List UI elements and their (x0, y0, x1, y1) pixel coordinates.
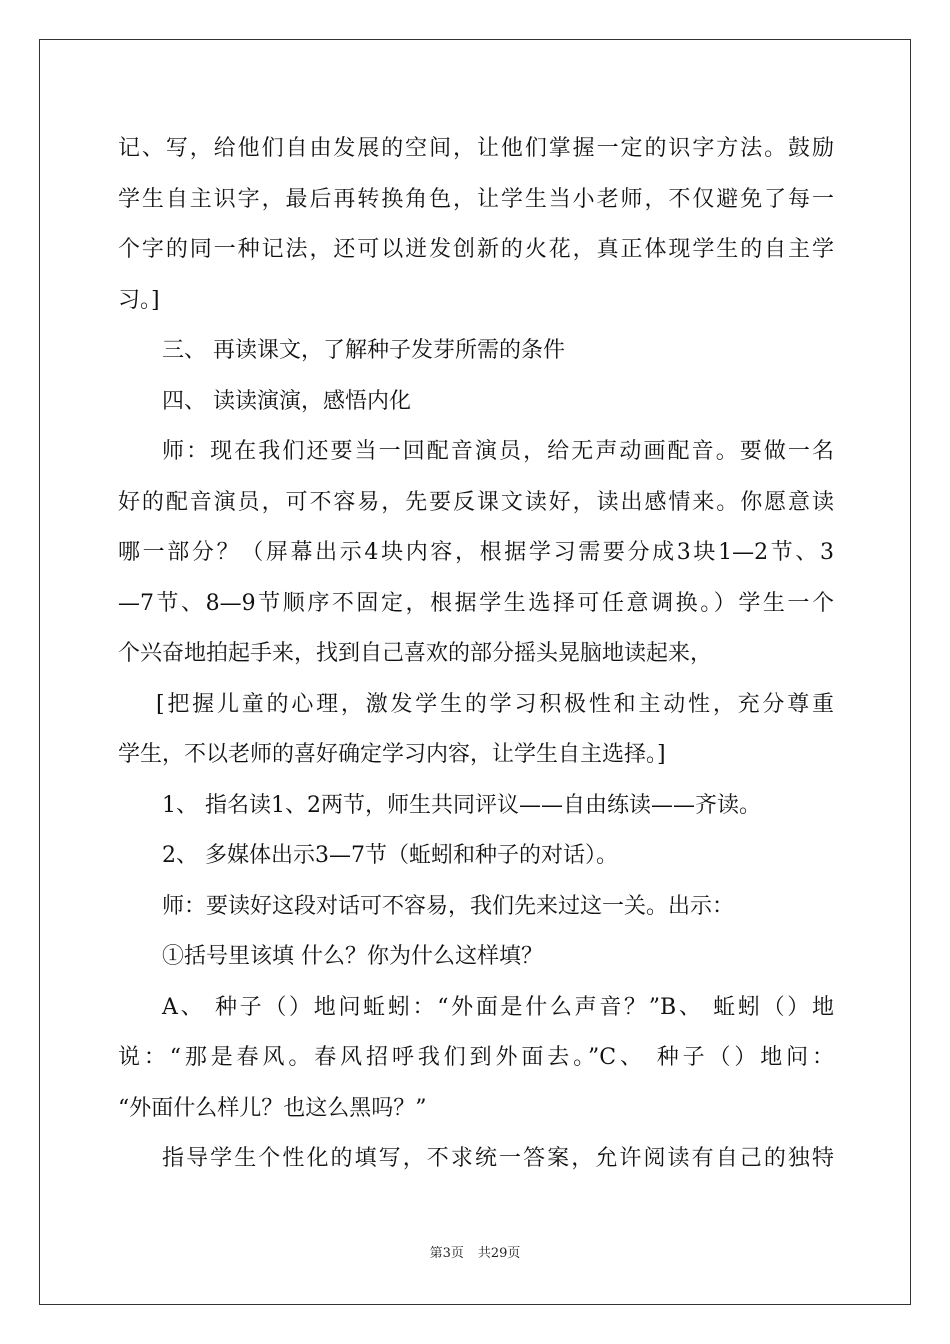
text-line: 学生，不以老师的喜好确定学习内容，让学生自主选择。] (118, 742, 666, 767)
text-line: 学生自主识字，最后再转换角色，让学生当小老师，不仅避免了每一 (118, 186, 834, 212)
page-number: 第3页 (429, 1246, 464, 1261)
text-line: 哪一部分？（屏幕出示4块内容，根据学习需要分成3块1—2节、3 (118, 540, 834, 565)
list-item-2: 2、 多媒体出示3—7节（蚯蚓和种子的对话）。 (162, 843, 618, 868)
page-footer (0, 1242, 950, 1261)
document-body (118, 124, 834, 1185)
text-line: 说：“那是春风。春风招呼我们到外面去。”C、 种子（）地问： (118, 1045, 834, 1070)
section-heading-3: 三、 再读课文，了解种子发芽所需的条件 (162, 338, 565, 363)
text-line: 个兴奋地拍起手来，找到自己喜欢的部分摇头晃脑地读起来， (118, 641, 713, 666)
text-line: 师：要读好这段对话可不容易，我们先来过这一关。出示： (162, 893, 735, 919)
page-total: 共29页 (477, 1246, 521, 1261)
section-heading-4: 四、 读读演演，感悟内化 (162, 388, 411, 414)
text-line: A、 种子（）地问蚯蚓：“外面是什么声音？”B、 蚯蚓（）地 (162, 994, 834, 1020)
text-line: 指导学生个性化的填写，不求统一答案，允许阅读有自己的独特 (162, 1146, 834, 1171)
text-line: 记、写，给他们自由发展的空间，让他们掌握一定的识字方法。鼓励 (118, 136, 834, 161)
list-item-1: 1、 指名读1、2两节，师生共同评议——自由练读——齐读。 (162, 792, 761, 818)
text-line: —7节、8—9节顺序不固定，根据学生选择可任意调换。）学生一个 (118, 590, 834, 616)
text-line: 个字的同一种记法，还可以迸发创新的火花，真正体现学生的自主学 (118, 237, 834, 262)
text-line: ①括号里该填 什么？你为什么这样填？ (162, 944, 543, 969)
text-line: 师：现在我们还要当一回配音演员，给无声动画配音。要做一名 (162, 439, 834, 464)
text-line: [把握儿童的心理，激发学生的学习积极性和主动性，充分尊重 (156, 691, 834, 717)
text-line: “外面什么样儿？也这么黑吗？” (118, 1095, 427, 1121)
text-line: 习。] (118, 287, 160, 313)
text-line: 好的配音演员，可不容易，先要反课文读好，读出感情来。你愿意读 (118, 489, 834, 515)
